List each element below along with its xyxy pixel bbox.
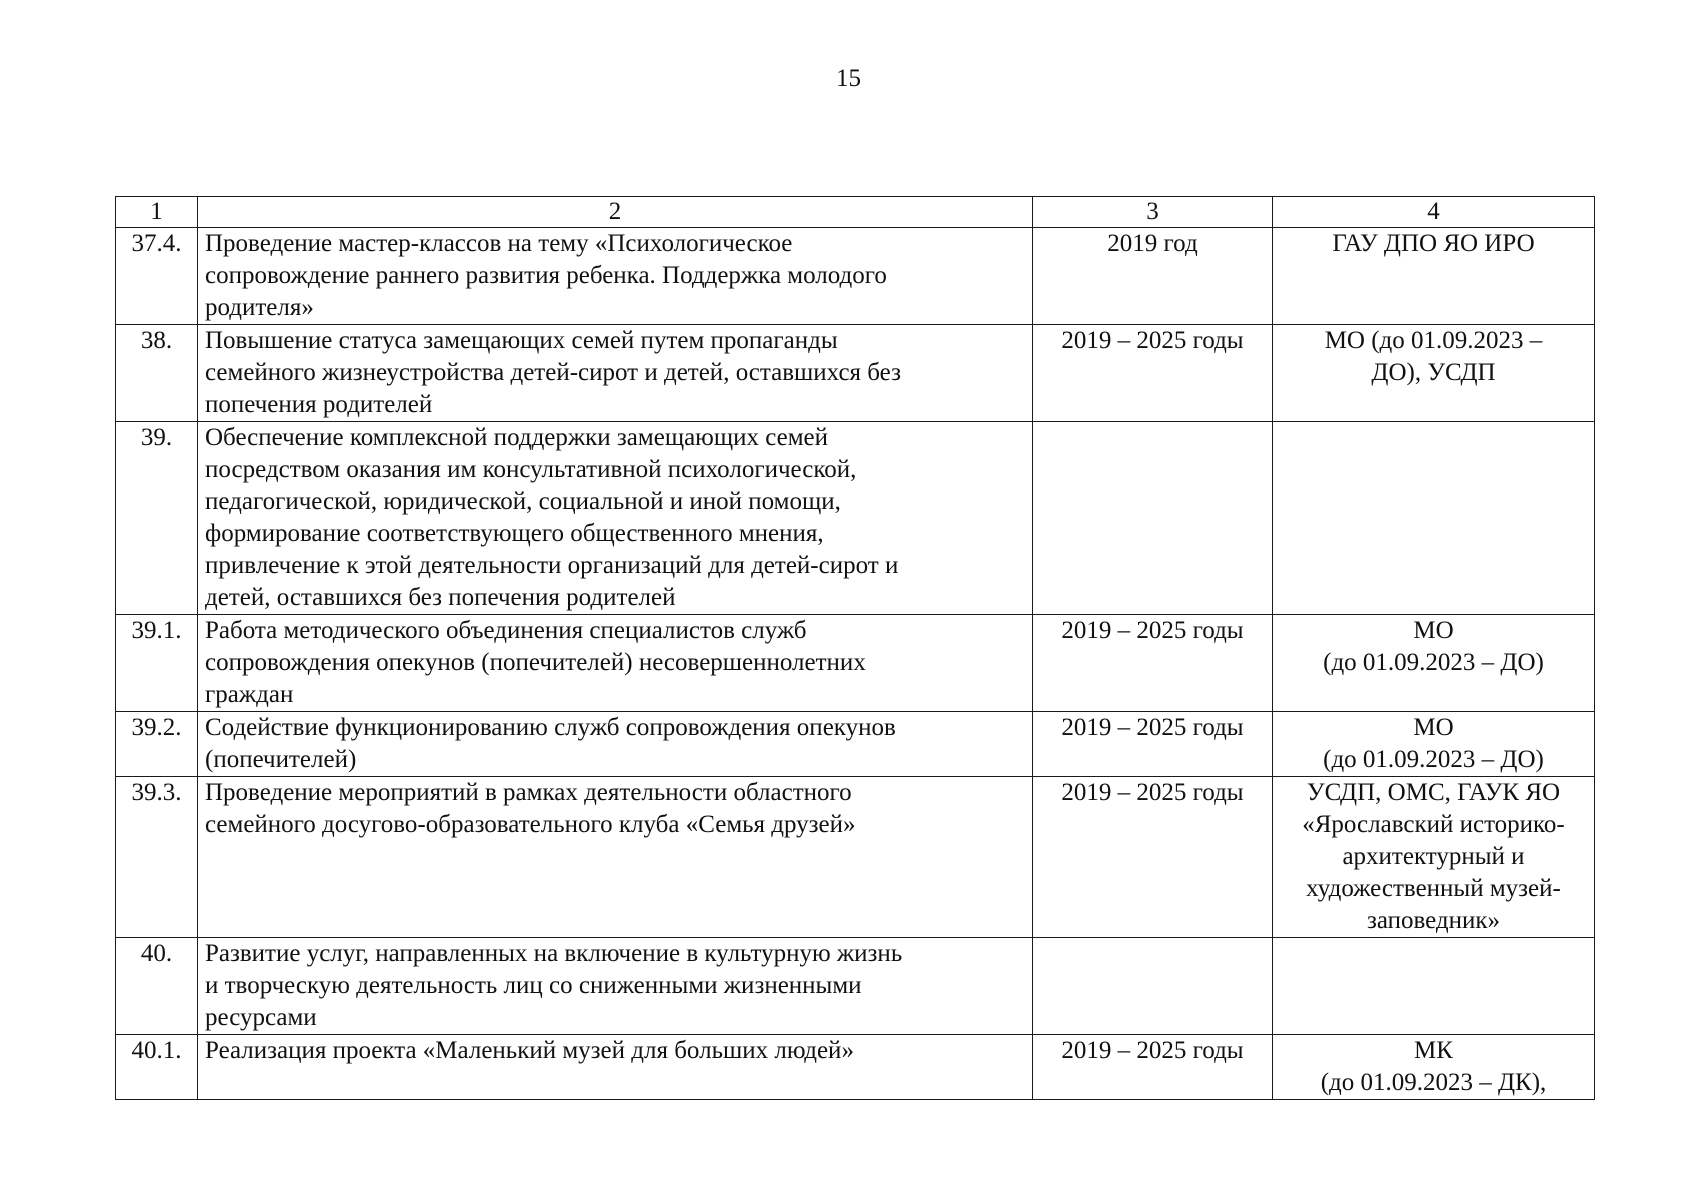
row-executor bbox=[1273, 615, 1595, 712]
plan-table-body bbox=[116, 197, 1595, 1100]
header-row bbox=[116, 197, 1595, 228]
row-description bbox=[198, 938, 1033, 1035]
executor-line: ДО), УСДП bbox=[1371, 359, 1496, 386]
description-line: ресурсами bbox=[205, 1004, 317, 1031]
table-row bbox=[116, 777, 1595, 938]
row-number: 39.3. bbox=[116, 777, 198, 938]
header-col-1: 1 bbox=[116, 197, 198, 228]
row-period bbox=[1033, 938, 1273, 1035]
description-line: попечения родителей bbox=[205, 391, 433, 418]
row-period: 2019 – 2025 годы bbox=[1033, 1035, 1273, 1100]
executor-line: (до 01.09.2023 – ДО) bbox=[1323, 746, 1544, 773]
description-line: Обеспечение комплексной поддержки замещающих семей bbox=[205, 424, 829, 451]
table-row bbox=[116, 325, 1595, 422]
table-row bbox=[116, 228, 1595, 325]
row-executor bbox=[1273, 1035, 1595, 1100]
table-row bbox=[116, 422, 1595, 615]
description-line: и творческую деятельность лиц со сниженными жизненными bbox=[205, 972, 862, 999]
row-period: 2019 – 2025 годы bbox=[1033, 325, 1273, 422]
table-row bbox=[116, 1035, 1595, 1100]
executor-line: МО bbox=[1413, 617, 1454, 644]
row-executor bbox=[1273, 325, 1595, 422]
executor-line: «Ярославский историко- bbox=[1302, 811, 1565, 838]
executor-line: ГАУ ДПО ЯО ИРО bbox=[1332, 230, 1535, 257]
executor-line: (до 01.09.2023 – ДО) bbox=[1323, 649, 1544, 676]
executor-line: МК bbox=[1414, 1037, 1453, 1064]
table-row bbox=[116, 712, 1595, 777]
row-number: 39.1. bbox=[116, 615, 198, 712]
executor-line: МО (до 01.09.2023 – bbox=[1324, 327, 1543, 354]
description-line: Развитие услуг, направленных на включение в культурную жизнь bbox=[205, 940, 903, 967]
description-line: Повышение статуса замещающих семей путем пропаганды bbox=[205, 327, 838, 354]
description-line: привлечение к этой деятельности организаций для детей-сирот и bbox=[205, 552, 899, 579]
header-col-2: 2 bbox=[198, 197, 1033, 228]
description-line: педагогической, юридической, социальной и иной помощи, bbox=[205, 488, 841, 515]
description-line: Работа методического объединения специалистов служб bbox=[205, 617, 807, 644]
row-number: 38. bbox=[116, 325, 198, 422]
page-number: 15 bbox=[836, 65, 861, 92]
row-executor bbox=[1273, 712, 1595, 777]
description-line: семейного досугово-образовательного клуба «Семья друзей» bbox=[205, 811, 856, 838]
row-number: 37.4. bbox=[116, 228, 198, 325]
row-description bbox=[198, 1035, 1033, 1100]
executor-line: заповедник» bbox=[1366, 907, 1501, 934]
description-line: сопровождение раннего развития ребенка. Поддержка молодого bbox=[205, 262, 887, 289]
description-line: граждан bbox=[205, 681, 294, 708]
row-period: 2019 – 2025 годы bbox=[1033, 777, 1273, 938]
row-description bbox=[198, 777, 1033, 938]
row-description bbox=[198, 228, 1033, 325]
row-executor bbox=[1273, 938, 1595, 1035]
description-line: формирование соответствующего общественного мнения, bbox=[205, 520, 824, 547]
row-description bbox=[198, 615, 1033, 712]
row-number: 39.2. bbox=[116, 712, 198, 777]
row-period: 2019 – 2025 годы bbox=[1033, 712, 1273, 777]
plan-table bbox=[115, 196, 1595, 1100]
row-period: 2019 год bbox=[1033, 228, 1273, 325]
row-description bbox=[198, 325, 1033, 422]
row-number: 39. bbox=[116, 422, 198, 615]
header-col-3: 3 bbox=[1033, 197, 1273, 228]
description-line: Реализация проекта «Маленький музей для больших людей» bbox=[205, 1037, 854, 1064]
description-line: сопровождения опекунов (попечителей) несовершеннолетних bbox=[205, 649, 866, 676]
header-col-4: 4 bbox=[1273, 197, 1595, 228]
executor-line: (до 01.09.2023 – ДК), bbox=[1320, 1069, 1547, 1096]
executor-line: УСДП, ОМС, ГАУК ЯО bbox=[1306, 779, 1561, 806]
row-period bbox=[1033, 422, 1273, 615]
description-line: семейного жизнеустройства детей-сирот и детей, оставшихся без bbox=[205, 359, 901, 386]
row-description bbox=[198, 712, 1033, 777]
row-number: 40. bbox=[116, 938, 198, 1035]
row-number: 40.1. bbox=[116, 1035, 198, 1100]
executor-line: архитектурный и bbox=[1342, 843, 1525, 870]
row-executor bbox=[1273, 777, 1595, 938]
row-description bbox=[198, 422, 1033, 615]
executor-line: МО bbox=[1413, 714, 1454, 741]
description-line: родителя» bbox=[205, 294, 314, 321]
description-line: (попечителей) bbox=[205, 746, 357, 773]
executor-line: художественный музей- bbox=[1306, 875, 1561, 902]
table-row bbox=[116, 615, 1595, 712]
row-executor bbox=[1273, 228, 1595, 325]
description-line: детей, оставшихся без попечения родителей bbox=[205, 584, 676, 611]
description-line: Проведение мероприятий в рамках деятельности областного bbox=[205, 779, 852, 806]
description-line: Проведение мастер-классов на тему «Психологическое bbox=[205, 230, 793, 257]
description-line: Содействие функционированию служб сопровождения опекунов bbox=[205, 714, 896, 741]
description-line: посредством оказания им консультативной психологической, bbox=[205, 456, 857, 483]
row-executor bbox=[1273, 422, 1595, 615]
row-period: 2019 – 2025 годы bbox=[1033, 615, 1273, 712]
table-row bbox=[116, 938, 1595, 1035]
